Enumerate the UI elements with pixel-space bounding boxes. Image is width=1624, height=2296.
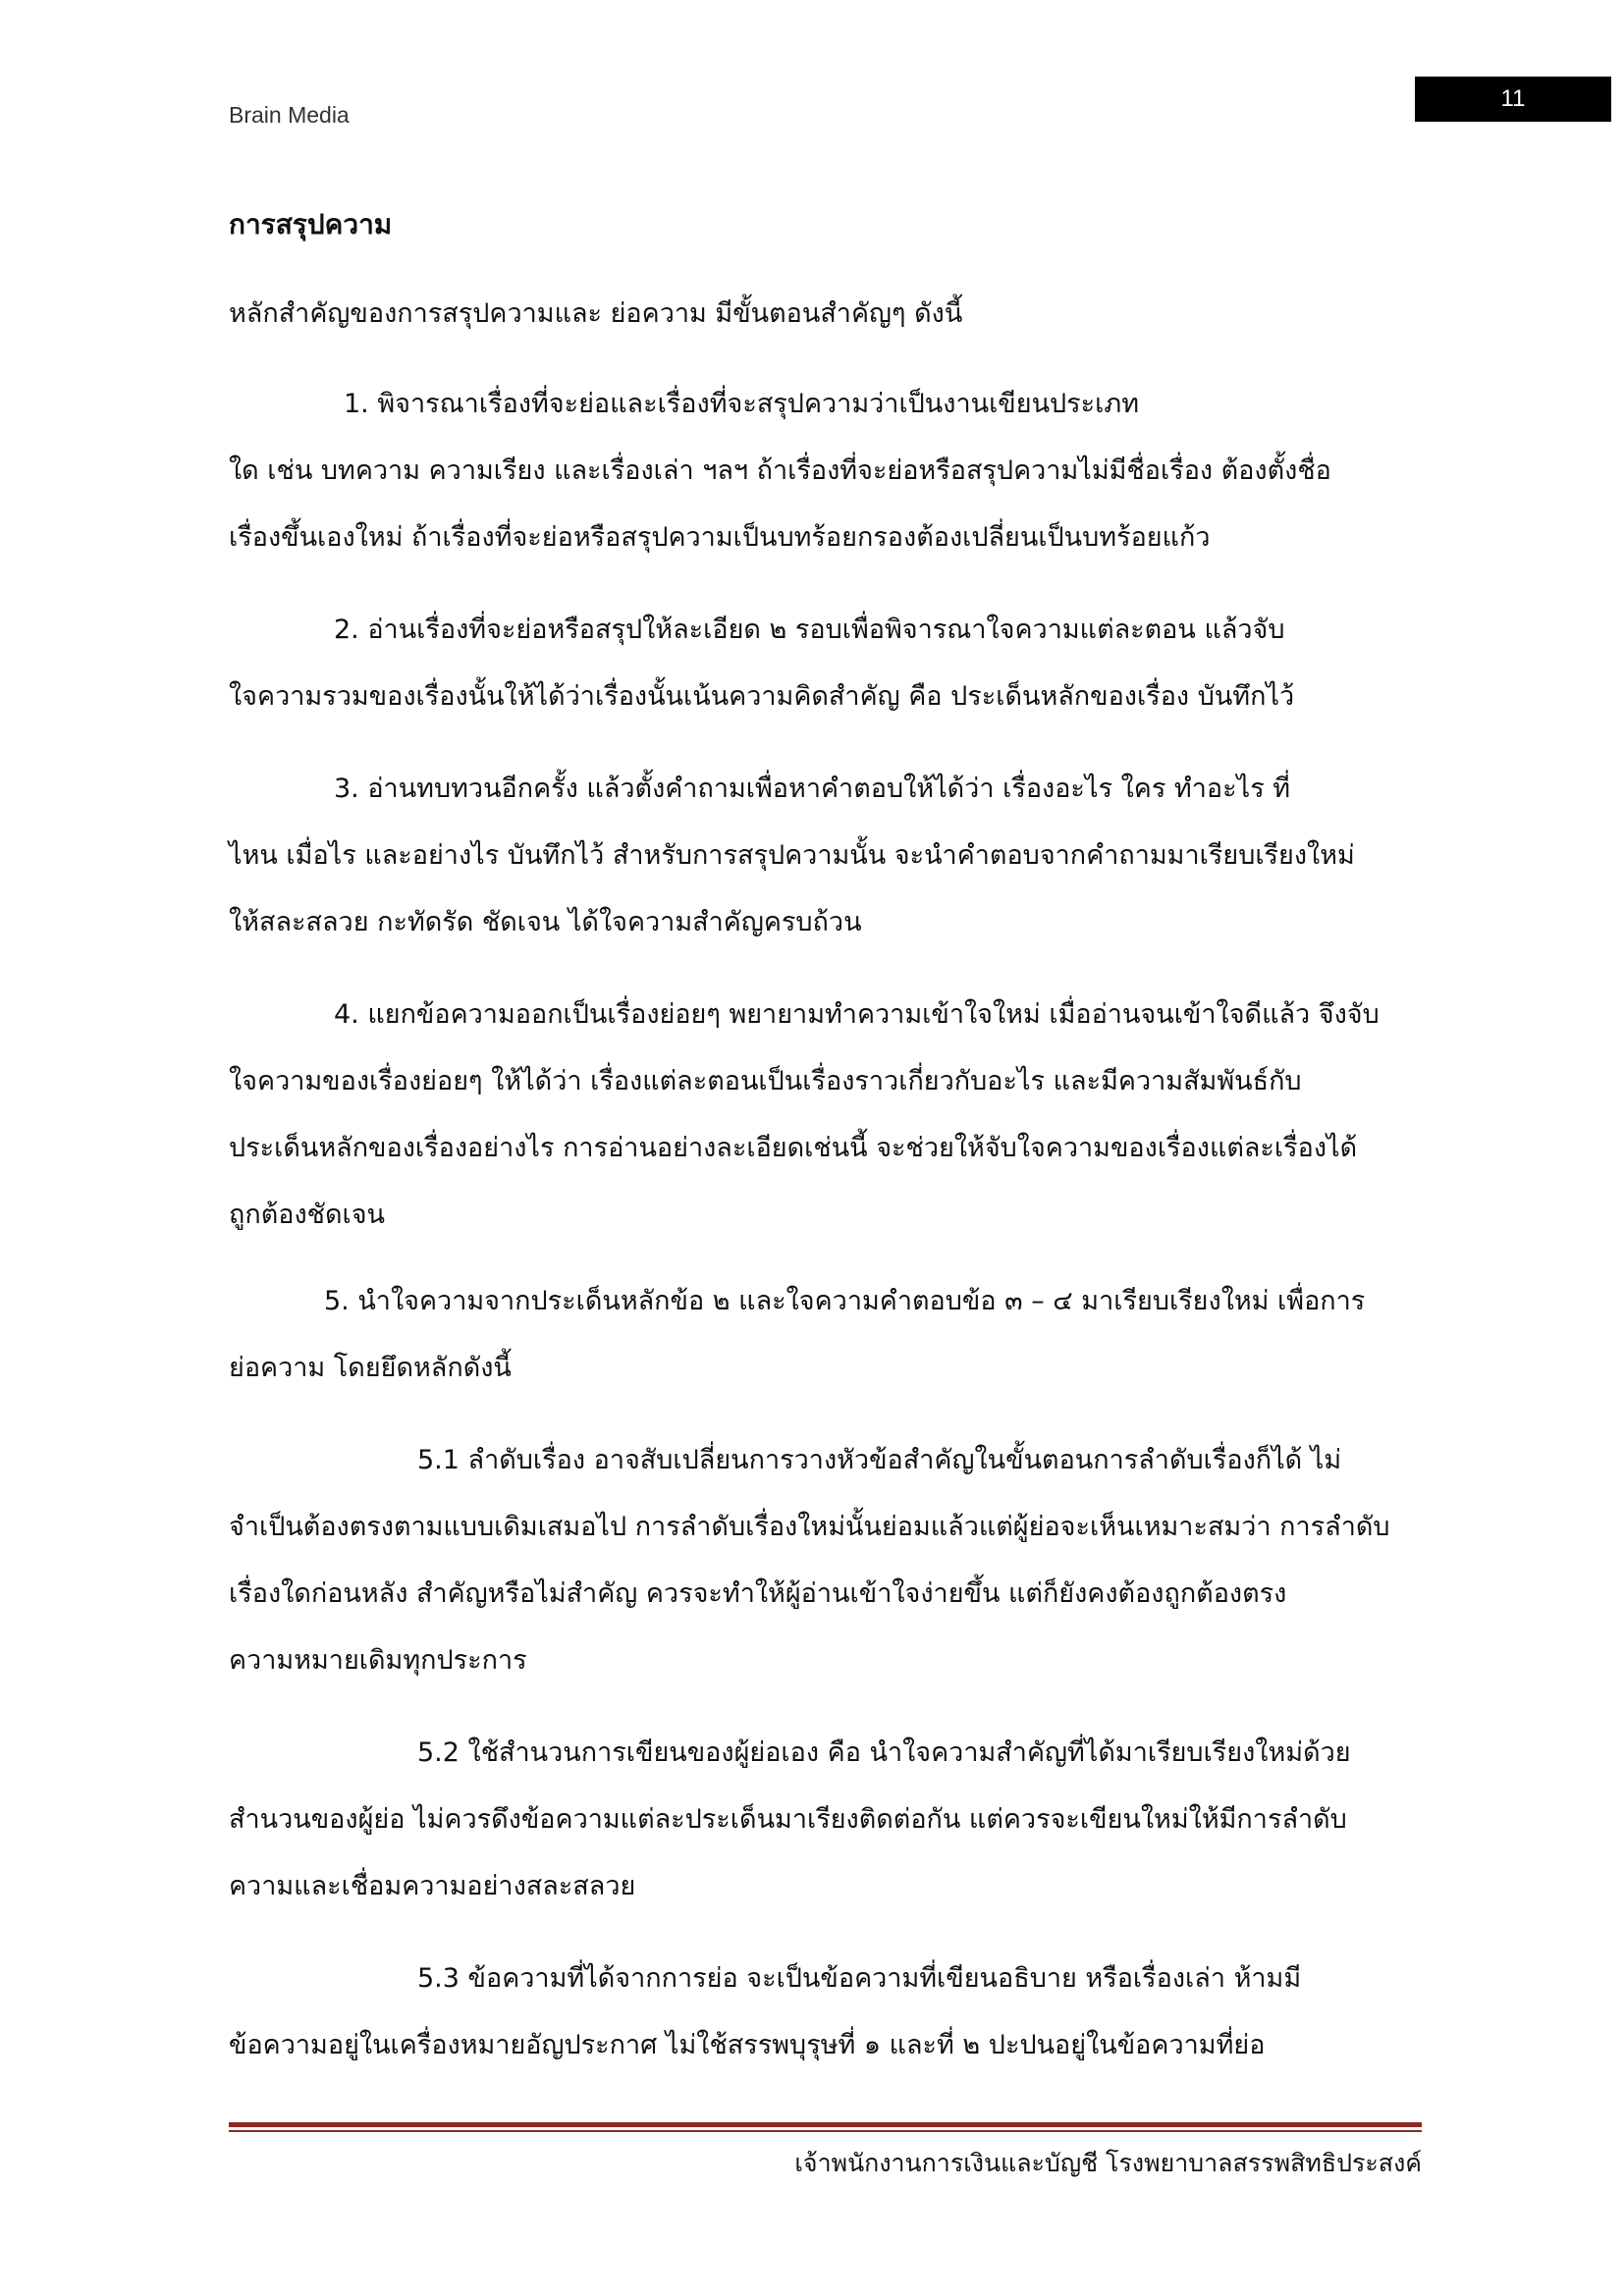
paragraph-line: 4. แยกข้อความออกเป็นเรื่องย่อยๆ พยายามทำความเข้าใจใหม่ เมื่ออ่านจนเข้าใจดีแล้ว จึงจับ [334, 999, 1380, 1030]
paragraph-line: สำนวนของผู้ย่อ ไม่ควรดึงข้อความแต่ละประเด็นมาเรียงติดต่อกัน แต่ควรจะเขียนใหม่ให้มีการลำดับ [229, 1804, 1347, 1835]
paragraph-line: ความและเชื่อมความอย่างสละสลวย [229, 1871, 636, 1901]
paragraph-line: 5.2 ใช้สำนวนการเขียนของผู้ย่อเอง คือ นำใจความสำคัญที่ได้มาเรียบเรียงใหม่ด้วย [417, 1737, 1351, 1768]
paragraph-line: ความหมายเดิมทุกประการ [229, 1645, 527, 1676]
paragraph-line: 5.3 ข้อความที่ได้จากการย่อ จะเป็นข้อความที่เขียนอธิบาย หรือเรื่องเล่า ห้ามมี [417, 1963, 1302, 1994]
paragraph-line: ใจความของเรื่องย่อยๆ ให้ได้ว่า เรื่องแต่ละตอนเป็นเรื่องราวเกี่ยวกับอะไร และมีความสัมพันธ์กับ [229, 1066, 1302, 1096]
footer-text: เจ้าพนักงานการเงินและบัญชี โรงพยาบาลสรรพสิทธิประสงค์ [794, 2149, 1422, 2177]
paragraph-line: 3. อ่านทบทวนอีกครั้ง แล้วตั้งคำถามเพื่อหาคำตอบให้ได้ว่า เรื่องอะไร ใคร ทำอะไร ที่ [334, 774, 1291, 804]
paragraph-line: เรื่องใดก่อนหลัง สำคัญหรือไม่สำคัญ ควรจะทำให้ผู้อ่านเข้าใจง่ายขึ้น แต่ก็ยังคงต้องถูกต้องตรง [229, 1578, 1287, 1609]
paragraph-line: 1. พิจารณาเรื่องที่จะย่อและเรื่องที่จะสรุปความว่าเป็นงานเขียนประเภท [344, 389, 1139, 419]
paragraph-line: 5.1 ลำดับเรื่อง อาจสับเปลี่ยนการวางหัวข้อสำคัญในขั้นตอนการลำดับเรื่องก็ได้ ไม่ [417, 1445, 1342, 1475]
paragraph-line: ย่อความ โดยยึดหลักดังนี้ [229, 1353, 512, 1383]
paragraph-line: ประเด็นหลักของเรื่องอย่างไร การอ่านอย่างละเอียดเช่นนี้ จะช่วยให้จับใจความของเรื่องแต่ละเรื่องได้ [229, 1133, 1358, 1163]
paragraph-line: 2. อ่านเรื่องที่จะย่อหรือสรุปให้ละเอียด ๒ รอบเพื่อพิจารณาใจความแต่ละตอน แล้วจับ [334, 614, 1285, 645]
page-number: 11 [1415, 77, 1611, 122]
paragraph-line: ไหน เมื่อไร และอย่างไร บันทึกไว้ สำหรับการสรุปความนั้น จะนำคำตอบจากคำถามมาเรียบเรียงใหม่ [229, 840, 1355, 871]
paragraph-line: ใด เช่น บทความ ความเรียง และเรื่องเล่า ฯลฯ ถ้าเรื่องที่จะย่อหรือสรุปความไม่มีชื่อเรื่อง ต้องตั้งชื่อ [229, 455, 1331, 486]
header-brand: Brain Media [229, 102, 350, 128]
footer-rule-thin [229, 2130, 1422, 2132]
paragraph-line: ใจความรวมของเรื่องนั้นให้ได้ว่าเรื่องนั้นเน้นความคิดสำคัญ คือ ประเด็นหลักของเรื่อง บันทึกไว้ [229, 681, 1295, 712]
paragraph-line: 5. นำใจความจากประเด็นหลักข้อ ๒ และใจความคำตอบข้อ ๓ – ๔ มาเรียบเรียงใหม่ เพื่อการ [324, 1286, 1366, 1316]
footer-rule-thick [229, 2122, 1422, 2127]
paragraph-line: ให้สละสลวย กะทัดรัด ชัดเจน ได้ใจความสำคัญครบถ้วน [229, 907, 862, 937]
paragraph-line: ถูกต้องชัดเจน [229, 1200, 385, 1230]
intro-line: หลักสำคัญของการสรุปความและ ย่อความ มีขั้นตอนสำคัญๆ ดังนี้ [229, 298, 963, 329]
paragraph-line: ข้อความอยู่ในเครื่องหมายอัญประกาศ ไม่ใช้สรรพบุรุษที่ ๑ และที่ ๒ ปะปนอยู่ในข้อความที่ย่อ [229, 2030, 1266, 2060]
section-title: การสรุปความ [229, 208, 393, 240]
paragraph-line: เรื่องขึ้นเองใหม่ ถ้าเรื่องที่จะย่อหรือสรุปความเป็นบทร้อยกรองต้องเปลี่ยนเป็นบทร้อยแก้ว [229, 522, 1211, 553]
paragraph-line: จำเป็นต้องตรงตามแบบเดิมเสมอไป การลำดับเรื่องใหม่นั้นย่อมแล้วแต่ผู้ย่อจะเห็นเหมาะสมว่า การลำดับ [229, 1512, 1390, 1542]
